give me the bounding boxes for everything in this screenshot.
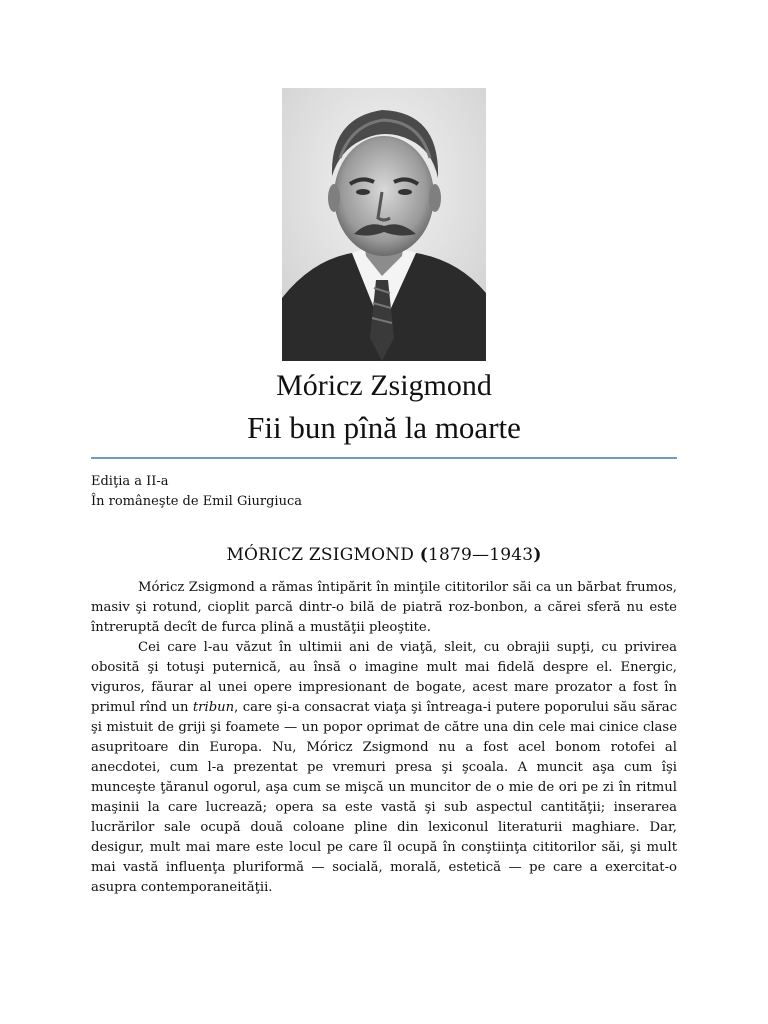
heading-name: MÓRICZ ZSIGMOND	[226, 545, 420, 565]
edition-info	[91, 472, 302, 512]
biography-text	[91, 578, 677, 898]
edition-line: Ediţia a II-a	[91, 474, 169, 489]
paragraph-2-part-a: Cei care l-au văzut în ultimii ani de viaţă, sleit, cu obrajii supţi, cu privirea obosită şi totuşi puternică, au însă o imagine mult mai fidelă despre el. Energic, viguros, făurar al unei opere impresionant de bogate, acest mare prozator a fost în primul rînd un	[91, 640, 677, 715]
heading-open-paren: (	[419, 545, 428, 565]
paragraph-2-emphasis: tribun	[192, 700, 235, 715]
paragraph-1: Móricz Zsigmond a rămas întipărit în minţile cititorilor săi ca un bărbat frumos, masiv şi rotund, cioplit parcă dintr-o bilă de piatră roz-bonbon, a cărei sferă nu este întreruptă decît de furca plină a mustăţii pleoştite.	[91, 580, 677, 635]
paragraph-2	[91, 638, 677, 898]
heading-years: 1879—1943	[427, 545, 534, 565]
title-block	[0, 366, 768, 450]
author-portrait	[282, 88, 486, 361]
book-title: Fii bun pînă la moarte	[247, 410, 521, 445]
section-heading	[0, 542, 768, 568]
divider	[91, 457, 677, 459]
heading-close-paren: )	[533, 545, 542, 565]
author-name: Móricz Zsigmond	[276, 369, 492, 402]
paragraph-2-part-b: , care şi-a consacrat viaţa şi întreaga-i putere poporului său sărac şi mistuit de griji şi foamete — un popor oprimat de către una din cele mai cinice clase asupritoare din Europa. Nu, Móricz Zsigmond nu a fost acel bonom rotofei al anecdotei, cum l-a prezentat pe vremuri presa şi şcoala. A muncit aşa cum îşi munceşte ţăranul ogorul, aşa cum se mişcă un muncitor de o mie de ori pe zi în ritmul maşinii la care lucrează; opera sa este vastă şi sub aspectul cantităţii; inserarea lucrărilor sale ocupă două coloane pline din lexiconul literaturii maghiare. Dar, desigur, mult mai mare este locul pe care îl ocupă în conştiinţa cititorilor săi, şi mult mai vastă influenţa pluriformă — socială, morală, estetică — pe care a exercitat-o asupra contemporaneităţii.	[91, 700, 677, 895]
translation-line: În româneşte de Emil Giurgiuca	[91, 494, 302, 509]
portrait-image	[282, 88, 486, 361]
